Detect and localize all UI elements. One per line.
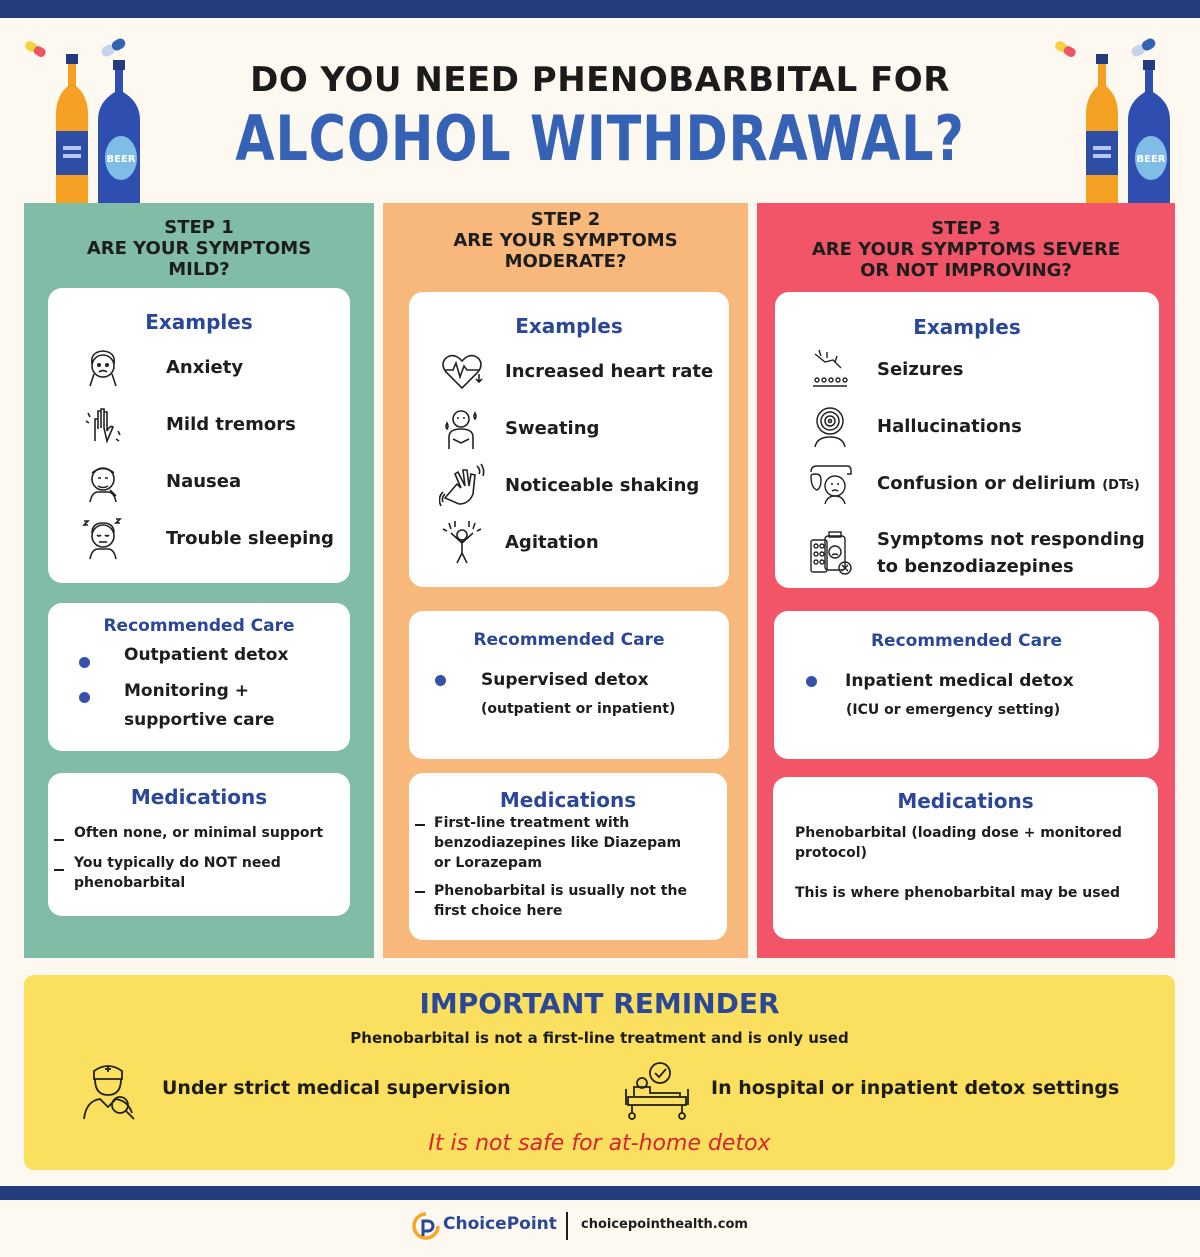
step2-label: STEP 2 xyxy=(530,209,601,230)
step2-example-agitation xyxy=(439,519,599,565)
reminder-subtitle: Phenobarbital is not a first-line treatment and is only used xyxy=(350,1029,849,1047)
step1-med-item-cont: phenobarbital xyxy=(74,875,186,891)
step3-example-confusion xyxy=(807,460,1140,506)
shaking-hands-icon xyxy=(439,462,485,508)
dash-marker xyxy=(54,869,64,871)
step3-example-not-responding xyxy=(807,526,1145,580)
step3-example-label: Hallucinations xyxy=(877,415,1022,437)
sleepless-face-icon xyxy=(80,515,126,561)
step1-care-item-cont: supportive care xyxy=(124,710,275,730)
sweating-person-icon xyxy=(439,405,485,451)
agitated-person-icon xyxy=(439,519,485,565)
step1-care-title: Recommended Care xyxy=(103,616,295,636)
confusion-icon xyxy=(807,460,853,506)
choicepoint-logo-icon xyxy=(412,1212,440,1240)
step3-heading xyxy=(757,218,1175,281)
step3-care-card xyxy=(774,611,1159,759)
step2-example-label: Sweating xyxy=(505,417,600,439)
bullet-dot xyxy=(79,692,90,703)
page-title-line1: DO YOU NEED PHENOBARBITAL FOR xyxy=(250,60,950,100)
bottom-bar xyxy=(0,1186,1200,1200)
step1-example-label: Anxiety xyxy=(166,356,244,378)
step1-examples-card xyxy=(48,288,350,583)
step1-care-item: Outpatient detox xyxy=(124,645,289,665)
step3-care-item: Inpatient medical detox xyxy=(845,671,1074,691)
step3-example-subtext: (DTs) xyxy=(1102,477,1140,493)
trembling-hand-icon xyxy=(80,401,126,447)
bullet-dot xyxy=(435,675,446,686)
step1-example-label: Mild tremors xyxy=(166,413,296,435)
reminder-warning: It is not safe for at-home detox xyxy=(428,1131,771,1156)
step3-example-label: Seizures xyxy=(877,358,964,380)
brand-name: ChoicePoint xyxy=(443,1214,557,1234)
dash-marker xyxy=(415,824,425,826)
step3-medications-title: Medications xyxy=(897,789,1034,813)
bullet-dot xyxy=(79,657,90,668)
step3-example-label xyxy=(877,473,1140,494)
step1-care-card xyxy=(48,603,350,751)
top-bar xyxy=(0,0,1200,18)
step3-medications-card xyxy=(773,777,1158,939)
pill-blister-icon xyxy=(807,530,853,576)
step2-care-title: Recommended Care xyxy=(473,630,665,650)
step2-question-line2: MODERATE? xyxy=(504,251,627,272)
step3-care-title: Recommended Care xyxy=(870,631,1063,651)
step2-med-item: Phenobarbital is usually not the xyxy=(434,883,687,899)
step3-label: STEP 3 xyxy=(931,218,1001,239)
seizure-icon xyxy=(807,346,853,392)
step1-question-line2: MILD? xyxy=(168,259,230,280)
step1-column xyxy=(24,203,374,958)
step1-med-item: Often none, or minimal support xyxy=(74,825,324,841)
step1-example-sleeping xyxy=(80,515,334,561)
hospital-bed-icon xyxy=(624,1059,690,1121)
step1-medications-title: Medications xyxy=(130,785,268,809)
footer-divider xyxy=(566,1212,568,1240)
step3-example-text: Confusion or delirium xyxy=(877,472,1096,494)
step2-med-item-cont: first choice here xyxy=(434,903,563,919)
step2-care-note: (outpatient or inpatient) xyxy=(481,701,676,717)
step2-example-label: Noticeable shaking xyxy=(505,474,700,496)
dash-marker xyxy=(415,891,425,893)
step1-example-tremors xyxy=(80,401,296,447)
step3-example-text: Symptoms not responding xyxy=(877,529,1145,550)
step2-med-item-cont: or Lorazepam xyxy=(434,855,542,871)
step2-medications-card xyxy=(409,773,727,940)
step3-column xyxy=(757,203,1175,958)
step3-question-line2: OR NOT IMPROVING? xyxy=(860,260,1072,281)
step3-med-item: Phenobarbital (loading dose + monitored xyxy=(795,825,1122,841)
step1-heading xyxy=(24,217,374,280)
bullet-dot xyxy=(806,676,817,687)
step3-example-seizures xyxy=(807,346,963,392)
step2-example-label: Increased heart rate xyxy=(505,360,714,382)
step1-care-item: Monitoring + xyxy=(124,681,249,701)
heartbeat-icon xyxy=(439,348,485,394)
step1-question-line1: ARE YOUR SYMPTOMS xyxy=(86,238,312,259)
step1-example-label: Trouble sleeping xyxy=(166,527,334,549)
step2-examples-title: Examples xyxy=(515,314,623,338)
step3-examples-title: Examples xyxy=(913,315,1021,339)
page-title-line2: ALCOHOL WITHDRAWAL? xyxy=(235,102,965,175)
step1-examples-title: Examples xyxy=(145,310,253,334)
step1-med-item: You typically do NOT need xyxy=(74,855,281,871)
step3-example-text-cont: to benzodiazepines xyxy=(877,556,1074,577)
bottle-label-left: BEER xyxy=(106,154,136,165)
step3-med-item: This is where phenobarbital may be used xyxy=(795,885,1121,901)
step2-care-card xyxy=(409,611,729,759)
step1-label: STEP 1 xyxy=(164,217,234,238)
reminder-title: IMPORTANT REMINDER xyxy=(419,987,780,1020)
step3-care-note: (ICU or emergency setting) xyxy=(846,702,1061,718)
step2-example-shaking xyxy=(439,462,699,508)
step3-question-line1: ARE YOUR SYMPTOMS SEVERE xyxy=(811,239,1121,260)
bottle-label-right: BEER xyxy=(1136,154,1166,165)
footer xyxy=(0,1206,1200,1246)
step1-medications-card xyxy=(48,773,350,916)
step2-question-line1: ARE YOUR SYMPTOMS xyxy=(453,230,678,251)
step2-examples-card xyxy=(409,292,729,587)
reminder-item-supervision: Under strict medical supervision xyxy=(162,1077,511,1099)
step2-care-item: Supervised detox xyxy=(481,670,649,690)
step3-examples-card xyxy=(775,292,1159,588)
step2-example-sweating xyxy=(439,405,599,451)
footer-url-link[interactable]: choicepointhealth.com xyxy=(581,1217,748,1232)
nauseous-face-icon xyxy=(80,458,126,504)
step1-example-nausea xyxy=(80,458,241,504)
step2-med-item: First-line treatment with xyxy=(434,815,630,831)
step1-example-label: Nausea xyxy=(166,470,242,492)
step2-column xyxy=(383,203,748,958)
step2-med-item-cont: benzodiazepines like Diazepam xyxy=(434,835,682,851)
anxious-face-icon xyxy=(80,344,126,390)
step1-example-anxiety xyxy=(80,344,243,390)
doctor-icon xyxy=(80,1061,136,1121)
dash-marker xyxy=(54,839,64,841)
step2-example-heart-rate xyxy=(439,348,713,394)
reminder-item-hospital: In hospital or inpatient detox settings xyxy=(711,1077,1120,1099)
step2-example-label: Agitation xyxy=(505,531,599,553)
step2-heading xyxy=(383,209,748,272)
step3-example-label xyxy=(877,526,1145,580)
step3-example-hallucinations xyxy=(807,403,1022,449)
hallucination-icon xyxy=(807,403,853,449)
important-reminder-panel xyxy=(24,975,1175,1170)
step2-medications-title: Medications xyxy=(499,788,637,812)
step3-med-item-cont: protocol) xyxy=(795,845,867,861)
